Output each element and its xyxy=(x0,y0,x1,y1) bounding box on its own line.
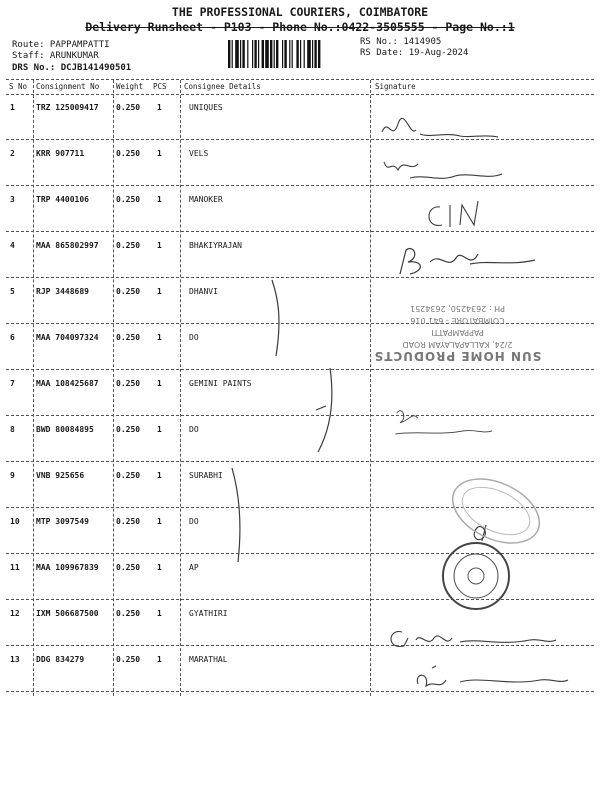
cell-consignee: MARATHAL xyxy=(189,655,228,664)
cell-sno: 1 xyxy=(10,103,15,112)
rs-number: RS No.: 1414905 xyxy=(360,37,442,47)
cell-weight: 0.250 xyxy=(116,195,141,204)
cell-consignment: MAA 109967839 xyxy=(36,563,99,572)
cell-pcs: 1 xyxy=(157,241,162,250)
cell-pcs: 1 xyxy=(157,517,162,526)
staff-label: Staff: ARUNKUMAR xyxy=(12,51,99,61)
cell-sno: 2 xyxy=(10,149,15,158)
cell-sno: 11 xyxy=(10,563,20,572)
barcode-bar xyxy=(274,40,275,68)
cell-sno: 4 xyxy=(10,241,15,250)
cell-pcs: 1 xyxy=(157,149,162,158)
barcode-bar xyxy=(228,40,230,68)
company-stamp xyxy=(345,300,570,362)
cell-weight: 0.250 xyxy=(116,563,141,572)
cell-sno: 6 xyxy=(10,333,15,342)
cell-consignment: BWD 80084895 xyxy=(36,425,94,434)
barcode-bar xyxy=(282,40,283,68)
cell-consignee: MANOKER xyxy=(189,195,223,204)
barcode-bar xyxy=(318,40,320,68)
column-divider xyxy=(33,80,34,696)
barcode-bar xyxy=(296,40,298,68)
cell-weight: 0.250 xyxy=(116,287,141,296)
cell-weight: 0.250 xyxy=(116,241,141,250)
barcode-bar xyxy=(270,40,272,68)
cell-weight: 0.250 xyxy=(116,103,141,112)
signature-12 xyxy=(370,620,590,660)
barcode-bar xyxy=(235,40,239,68)
stamp-name: SUN HOME PRODUCTS xyxy=(373,349,542,363)
barcode-bar xyxy=(292,40,293,68)
cell-weight: 0.250 xyxy=(116,425,141,434)
stamp-address: PAPPAMPATTI xyxy=(431,328,484,337)
barcode xyxy=(228,40,356,68)
cell-consignment: MAA 704097324 xyxy=(36,333,99,342)
cell-sno: 9 xyxy=(10,471,15,480)
cell-consignment: TRZ 125009417 xyxy=(36,103,99,112)
cell-sno: 3 xyxy=(10,195,15,204)
cell-consignment: RJP 3448689 xyxy=(36,287,89,296)
ditto-stroke xyxy=(268,278,288,358)
column-divider xyxy=(113,80,114,696)
cell-consignee: DO xyxy=(189,333,199,342)
cell-sno: 5 xyxy=(10,287,15,296)
row-divider xyxy=(6,461,594,462)
cell-pcs: 1 xyxy=(157,103,162,112)
cell-consignment: MAA 108425687 xyxy=(36,379,99,388)
cell-pcs: 1 xyxy=(157,425,162,434)
col-weight: Weight xyxy=(116,82,144,91)
cell-sno: 10 xyxy=(10,517,20,526)
barcode-bar xyxy=(247,40,248,68)
barcode-bar xyxy=(307,40,311,68)
barcode-bar xyxy=(240,40,241,68)
company-title: THE PROFESSIONAL COURIERS, COIMBATORE xyxy=(171,5,429,19)
cell-pcs: 1 xyxy=(157,471,162,480)
cell-pcs: 1 xyxy=(157,379,162,388)
cell-consignee: VELS xyxy=(189,149,209,158)
cell-pcs: 1 xyxy=(157,655,162,664)
drs-number: DRS No.: DCJB141490501 xyxy=(12,63,132,73)
col-signature: Signature xyxy=(375,82,416,91)
barcode-bar xyxy=(262,40,264,68)
col-consignee: Consignee Details xyxy=(184,82,261,91)
col-consignment: Consignment No xyxy=(36,82,100,91)
cell-weight: 0.250 xyxy=(116,609,141,618)
barcode-bar xyxy=(304,40,305,68)
cell-sno: 7 xyxy=(10,379,15,388)
cell-consignee: GYATHIRI xyxy=(189,609,228,618)
barcode-bar xyxy=(276,40,278,68)
column-divider xyxy=(180,80,181,696)
cell-pcs: 1 xyxy=(157,609,162,618)
cell-consignee: UNIQUES xyxy=(189,103,223,112)
barcode-bar xyxy=(312,40,313,68)
cell-consignment: VNB 925656 xyxy=(36,471,85,480)
cell-weight: 0.250 xyxy=(116,517,141,526)
cell-consignment: TRP 4400106 xyxy=(36,195,89,204)
ditto-stroke xyxy=(312,366,340,456)
barcode-bar xyxy=(284,40,286,68)
signature-3 xyxy=(370,195,590,235)
stamp-phone: PH : 2634250, 2634251 xyxy=(410,304,505,313)
cell-consignment: MAA 865802997 xyxy=(36,241,99,250)
barcode-bar xyxy=(300,40,301,68)
route-label: Route: PAPPAMPATTI xyxy=(12,40,110,50)
rs-date: RS Date: 19-Aug-2024 xyxy=(360,48,469,58)
cell-consignee: AP xyxy=(189,563,199,572)
cell-consignee: DO xyxy=(189,517,199,526)
barcode-bar xyxy=(242,40,244,68)
barcode-bar xyxy=(258,40,259,68)
stamp-address: COIMBATORE - 641 016 xyxy=(410,316,505,325)
cell-weight: 0.250 xyxy=(116,149,141,158)
barcode-bar xyxy=(289,40,290,68)
cell-weight: 0.250 xyxy=(116,471,141,480)
cell-consignee: BHAKIYRAJAN xyxy=(189,241,242,250)
cell-consignment: IXM 506687500 xyxy=(36,609,99,618)
signature-4 xyxy=(370,240,590,280)
cell-consignment: KRR 907711 xyxy=(36,149,85,158)
signature-7 xyxy=(370,402,590,442)
table-header-border xyxy=(6,94,594,95)
cell-consignee: GEMINI PAINTS xyxy=(189,379,252,388)
cell-consignee: DO xyxy=(189,425,199,434)
barcode-bar xyxy=(252,40,253,68)
barcode-bar xyxy=(232,40,233,68)
cell-pcs: 1 xyxy=(157,563,162,572)
runsheet-line: Delivery Runsheet - P103 - Phone No.:0422-3505555 - Page No.:1 xyxy=(85,20,515,34)
table-top-border xyxy=(6,79,594,80)
col-pcs: PCS xyxy=(153,82,167,91)
cell-pcs: 1 xyxy=(157,287,162,296)
signature-2 xyxy=(370,152,590,192)
cell-weight: 0.250 xyxy=(116,655,141,664)
faded-oval-stamp xyxy=(446,478,546,544)
row-divider xyxy=(6,369,594,370)
barcode-bar xyxy=(314,40,316,68)
col-sno: S No xyxy=(9,82,28,91)
cell-consignment: MTP 3097549 xyxy=(36,517,89,526)
cell-weight: 0.250 xyxy=(116,379,141,388)
barcode-bar xyxy=(254,40,256,68)
signature-1 xyxy=(370,112,590,152)
signature-13 xyxy=(370,662,590,702)
cell-weight: 0.250 xyxy=(116,333,141,342)
cell-pcs: 1 xyxy=(157,333,162,342)
cell-sno: 8 xyxy=(10,425,15,434)
cell-consignee: DHANVI xyxy=(189,287,218,296)
cell-pcs: 1 xyxy=(157,195,162,204)
cell-sno: 13 xyxy=(10,655,20,664)
cell-consignment: DDG 834279 xyxy=(36,655,85,664)
cell-sno: 12 xyxy=(10,609,20,618)
ditto-stroke xyxy=(228,466,248,564)
circular-seal xyxy=(440,540,512,612)
barcode-bar xyxy=(265,40,269,68)
cell-consignee: SURABHI xyxy=(189,471,223,480)
stamp-address: 2/24, KALLAPALAYAM ROAD xyxy=(402,340,513,349)
